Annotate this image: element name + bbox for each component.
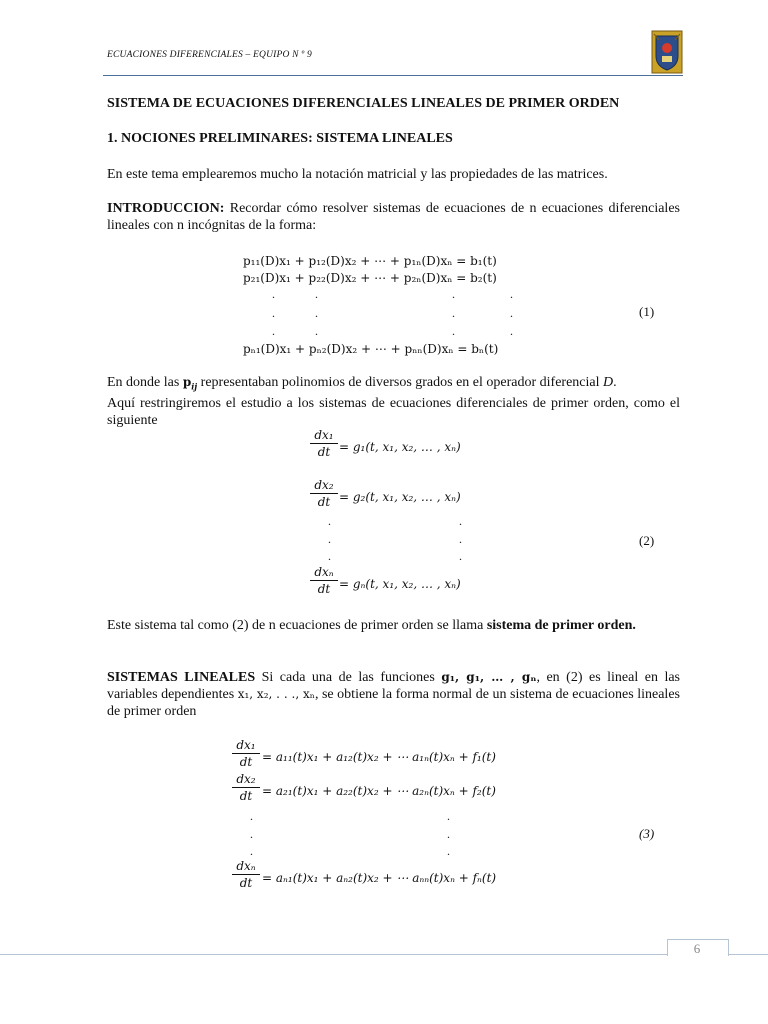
eq3-dot-c: . [250, 827, 253, 841]
eq3-num2: dx₂ [236, 772, 256, 786]
eq2-denn: dt [317, 582, 331, 596]
eq1-dots-a: . [272, 287, 275, 301]
eq1-row2: p₂₁(D)x₁ + p₂₂(D)x₂ + ⋯ + p₂ₙ(D)xₙ = b₂(t) [243, 271, 497, 285]
eq3-rhs2: = a₂₁(t)x₁ + a₂₂(t)x₂ + ⋯ a₂ₙ(t)xₙ + f₂(t) [262, 784, 496, 798]
eq2-rhsn: = gₙ(t, x₁, x₂, … , xₙ) [339, 577, 461, 591]
eq3-dot-b: . [447, 809, 450, 823]
eq2-dot-b: . [459, 514, 462, 528]
eq3-fracn [232, 859, 260, 890]
eq1-dots-l: . [510, 324, 513, 338]
eq2-dot-f: . [459, 549, 462, 563]
footer-rule [0, 954, 768, 955]
eq3-frac1 [232, 738, 260, 769]
donde-text-a: En donde las [107, 375, 183, 390]
eq3-dot-a: . [250, 809, 253, 823]
eq1-dots-c: . [452, 287, 455, 301]
eq3-den2: dt [239, 789, 253, 803]
eq3-dot-e: . [250, 844, 253, 858]
eq3-dot-f: . [447, 844, 450, 858]
lineales-funcs: g₁, g₁, … , gₙ [441, 670, 537, 684]
eq3-num1: dx₁ [236, 738, 256, 752]
eq2-dot-d: . [459, 532, 462, 546]
eq1-dots-k: . [452, 324, 455, 338]
eq1-dots-h: . [510, 306, 513, 320]
eq2-number: (2) [639, 533, 655, 548]
eq2-rhs2: = g₂(t, x₁, x₂, … , xₙ) [339, 490, 461, 504]
eq2-frac1 [310, 428, 338, 459]
donde-text-line2: Aquí restringiremos el estudio a los sistemas de ecuaciones diferenciales de primer orden, como el siguiente [107, 396, 680, 429]
running-header: ECUACIONES DIFERENCIALES – EQUIPO N º 9 [107, 50, 312, 60]
donde-text-b: representaban polinomios de diversos grados en el operador diferencial [197, 375, 604, 390]
lineales-paragraph [107, 669, 680, 720]
eq3-den1: dt [239, 755, 253, 769]
operator-d: D [603, 375, 614, 390]
eq3-dot-d: . [447, 827, 450, 841]
eq1-dots-i: . [272, 324, 275, 338]
lineales-vars: x₁, x₂, . . ., xₙ [237, 687, 315, 701]
header-rule [103, 75, 683, 76]
eq1-dots-d: . [510, 287, 513, 301]
eq1-number: (1) [639, 304, 655, 319]
eq2-rhs1: = g₁(t, x₁, x₂, … , xₙ) [339, 440, 461, 454]
eq1-row1: p₁₁(D)x₁ + p₁₂(D)x₂ + ⋯ + p₁ₙ(D)xₙ = b₁(t) [243, 254, 497, 268]
eq2-numn: dxₙ [314, 565, 334, 579]
eq3-number: (3) [639, 826, 655, 841]
eq2-dot-a: . [328, 514, 331, 528]
donde-paragraph [107, 374, 680, 429]
lineales-label: SISTEMAS LINEALES [107, 670, 256, 685]
eq1-dots-e: . [272, 306, 275, 320]
introduccion-label: INTRODUCCION: [107, 201, 225, 216]
eq1-dots-j: . [315, 324, 318, 338]
eq2-dot-e: . [328, 549, 331, 563]
eq1-dots-f: . [315, 306, 318, 320]
eq1-rown: pₙ₁(D)x₁ + pₙ₂(D)x₂ + ⋯ + pₙₙ(D)xₙ = bₙ(t) [243, 342, 499, 356]
lineales-text2: , en (2) es lineal en las variables dependientes [107, 670, 680, 702]
eq3-numn: dxₙ [236, 859, 256, 873]
eq2-frac2 [310, 478, 338, 509]
eq1-dots-b: . [315, 287, 318, 301]
eq3-frac2 [232, 772, 260, 803]
eq3-denn: dt [239, 876, 253, 890]
sistema-paragraph [107, 617, 680, 634]
lineales-text3: , se obtiene la forma normal de un sistema de ecuaciones lineales de primer orden [107, 687, 680, 719]
eq2-dot-c: . [328, 532, 331, 546]
pij-base: p [182, 375, 192, 389]
eq2-den1: dt [317, 445, 331, 459]
eq2-num1: dx₁ [314, 428, 334, 442]
eq2-fracn [310, 565, 338, 596]
sistema-bold: sistema de primer orden. [486, 618, 636, 633]
eq2-num2: dx₂ [314, 478, 334, 492]
section-heading: 1. NOCIONES PRELIMINARES: SISTEMA LINEALES [107, 131, 453, 146]
university-crest-icon [651, 30, 683, 74]
donde-text-c: . [613, 375, 617, 390]
pij-sub: ij [191, 381, 198, 392]
eq1-dots-g: . [452, 306, 455, 320]
page-number: 6 [693, 941, 701, 956]
pij-symbol [182, 375, 198, 392]
lineales-text1: Si cada una de las funciones [255, 670, 442, 685]
sistema-text: Este sistema tal como (2) de n ecuaciones de primer orden se llama [107, 618, 487, 633]
eq3-rhsn: = aₙ₁(t)x₁ + aₙ₂(t)x₂ + ⋯ aₙₙ(t)xₙ + fₙ(t) [262, 871, 497, 885]
eq3-rhs1: = a₁₁(t)x₁ + a₁₂(t)x₂ + ⋯ a₁ₙ(t)xₙ + f₁(t) [262, 750, 496, 764]
document-title: SISTEMA DE ECUACIONES DIFERENCIALES LINEALES DE PRIMER ORDEN [107, 96, 620, 111]
introduccion-text: Recordar cómo resolver sistemas de ecuaciones de n ecuaciones diferenciales lineales con n incógnitas de la forma: [107, 201, 680, 233]
introduccion-paragraph [107, 200, 680, 234]
intro-paragraph: En este tema emplearemos mucho la notación matricial y las propiedades de las matrices. [107, 167, 608, 182]
eq2-den2: dt [317, 495, 331, 509]
